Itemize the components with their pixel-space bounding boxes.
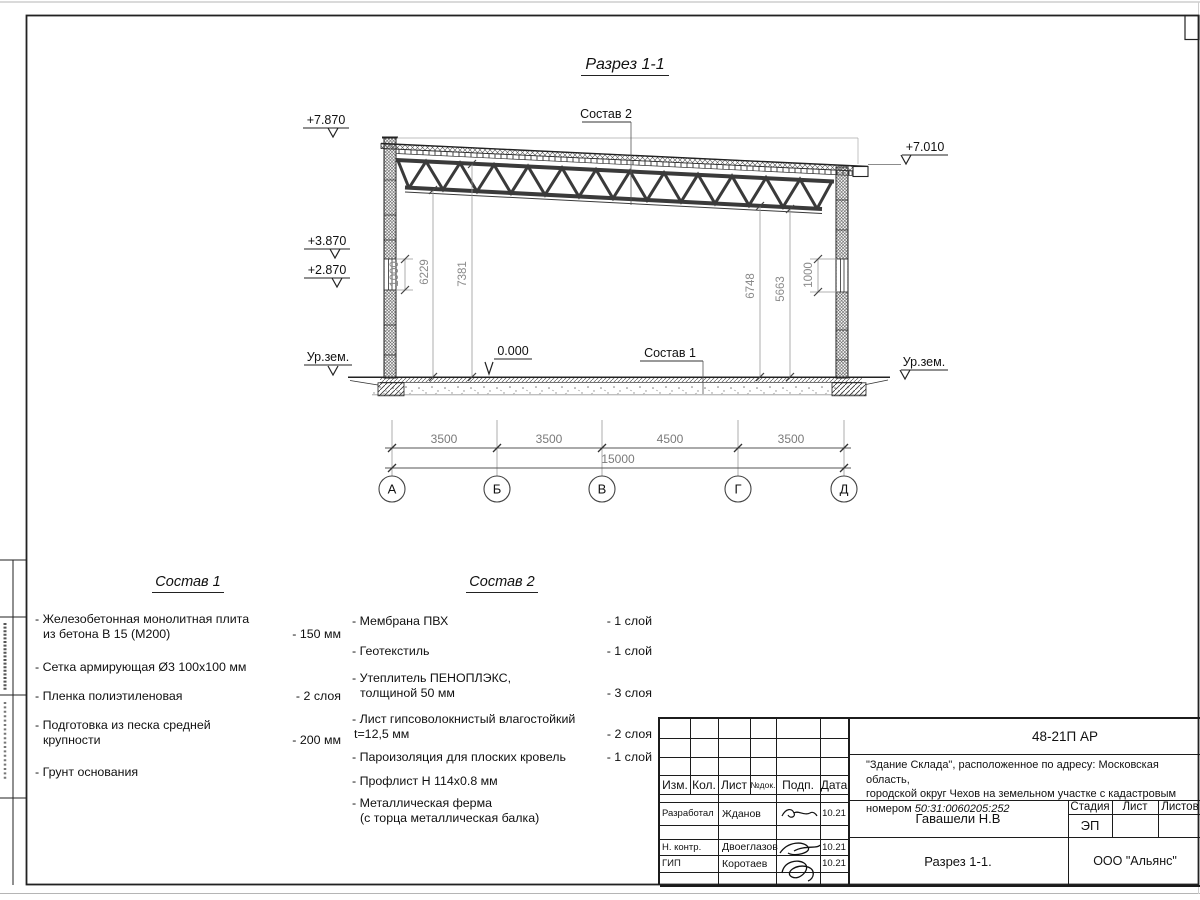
dim-seg2: 3500: [535, 432, 563, 446]
col-list: Лист: [720, 777, 748, 792]
row-name: Двоеглазов: [722, 841, 778, 853]
svg-text:+7.870: +7.870: [306, 113, 346, 127]
dim-total: 15000: [601, 452, 635, 466]
composition-list-1: [35, 575, 341, 780]
elev-7010: [868, 140, 948, 165]
title-block: [658, 717, 1200, 885]
dim-5663: 5663: [775, 276, 787, 302]
callout-roof: Состав 2: [580, 107, 632, 121]
row-name: Жданов: [722, 807, 761, 820]
svg-text:Ур.зем.: Ур.зем.: [902, 355, 946, 369]
project-description: "Здание Склада", расположенное по адресу: Московская область, городской округ Чехов на земельном участке с кадастровым номером 50:31:0060205:252: [866, 759, 1177, 815]
list-item: - Геотекстиль - 1 слой: [352, 644, 652, 658]
row-role: ГИП: [662, 858, 681, 869]
list-item: - Грунт основания: [35, 765, 139, 779]
col-izm: Изм.: [662, 777, 688, 792]
row-role: Н. контр.: [662, 841, 702, 853]
elev-2870: [304, 263, 350, 287]
sheets-header: Листов: [1161, 801, 1199, 813]
row-name: Коротаев: [722, 857, 768, 870]
col-ndok: №док.: [750, 779, 776, 790]
dim-7381: 7381: [457, 261, 469, 287]
list-item: - Металлическая ферма (с торца металлическая балка): [352, 796, 540, 825]
list-item: - Утеплитель ПЕНОПЛЭКС, толщиной 50 мм - 3 слоя: [352, 671, 652, 700]
stage-header: Стадия: [1070, 801, 1110, 813]
copy-number-box: [1185, 16, 1199, 40]
svg-text:Ур.зем.: Ур.зем.: [306, 350, 350, 364]
callouts: [580, 107, 703, 394]
roof-edge-cap: [853, 167, 868, 177]
axis-b: Б: [492, 481, 502, 497]
footing-left: [378, 383, 404, 396]
dim-6229: 6229: [419, 259, 431, 285]
list-item: - Пленка полиэтиленовая - 2 слоя: [35, 689, 341, 703]
svg-text:0.000: 0.000: [497, 344, 529, 358]
dim-seg3: 4500: [656, 432, 684, 446]
axis-v: В: [597, 481, 607, 497]
dim-1000-right: 1000: [803, 262, 815, 288]
axis-d: Д: [839, 481, 849, 497]
axis-a: А: [387, 481, 397, 497]
sand-layer: [372, 383, 866, 395]
callout-floor: Состав 1: [644, 346, 696, 360]
row-date: 10.21: [822, 808, 846, 819]
elev-ground-right: [900, 355, 948, 379]
view-title: [545, 56, 705, 74]
list-item: - Мембрана ПВХ - 1 слой: [352, 614, 652, 628]
window-band-right: [836, 259, 848, 292]
row-date: 10.21: [822, 841, 846, 853]
composition-2-title: Состав 2: [352, 575, 652, 590]
axis-g: Г: [734, 481, 742, 497]
svg-text:+3.870: +3.870: [307, 234, 347, 248]
doc-code: 48-21П АР: [1032, 729, 1098, 744]
svg-text:+7.010: +7.010: [905, 140, 945, 154]
svg-text:+2.870: +2.870: [307, 263, 347, 277]
list-item: - Сетка армирующая Ø3 100х100 мм: [35, 660, 247, 674]
company-name: ООО "Альянс": [1093, 854, 1177, 868]
sheet-title: Разрез 1-1.: [924, 853, 992, 869]
cadastral-number: 50:31:0060205:252: [914, 802, 1010, 815]
list-item: - Подготовка из песка средней крупности - 200 мм: [35, 718, 341, 747]
composition-1-title: Состав 1: [35, 575, 341, 590]
row-role: Разработал: [662, 808, 714, 819]
col-podp: Подп.: [782, 777, 814, 792]
wall-left: [384, 138, 396, 378]
dim-seg1: 3500: [430, 432, 458, 446]
roof-insulation-layer: [381, 144, 868, 172]
view-title-text: Разрез 1-1: [581, 56, 668, 76]
elev-ground-left: [304, 350, 352, 375]
vertical-dimensions: [389, 160, 837, 381]
sheet-header: Лист: [1122, 801, 1148, 813]
bottom-dimensions: [379, 420, 857, 502]
elev-7870: [303, 113, 349, 137]
screed-layer: [380, 378, 862, 383]
signature: [778, 804, 820, 824]
col-data: Дата: [820, 777, 848, 792]
row-date: 10.21: [822, 858, 846, 869]
list-item: - Пароизоляция для плоских кровель - 1 слой: [352, 750, 652, 764]
dim-1000-left: 1000: [389, 261, 401, 287]
elev-3870: [304, 234, 350, 258]
signature: [774, 837, 826, 885]
list-item: - Профлист Н 114х0.8 мм: [352, 774, 498, 788]
left-margin-cells: [0, 560, 26, 885]
stage-value: ЭП: [1080, 818, 1100, 833]
footing-right: [832, 383, 866, 396]
list-item: - Железобетонная монолитная плита из бетона В 15 (М200) - 150 мм: [35, 612, 341, 641]
dim-6748: 6748: [745, 273, 757, 299]
elev-0000: [485, 344, 532, 374]
composition-list-2: [352, 575, 652, 826]
list-item: - Лист гипсоволокнистый влагостойкий t=12,5 мм - 2 слоя: [352, 712, 652, 741]
approver-name: Гавашели Н.В: [915, 811, 1001, 826]
col-kol: Кол.: [692, 777, 716, 792]
axis-bubbles: [379, 476, 857, 502]
dim-seg4: 3500: [777, 432, 805, 446]
